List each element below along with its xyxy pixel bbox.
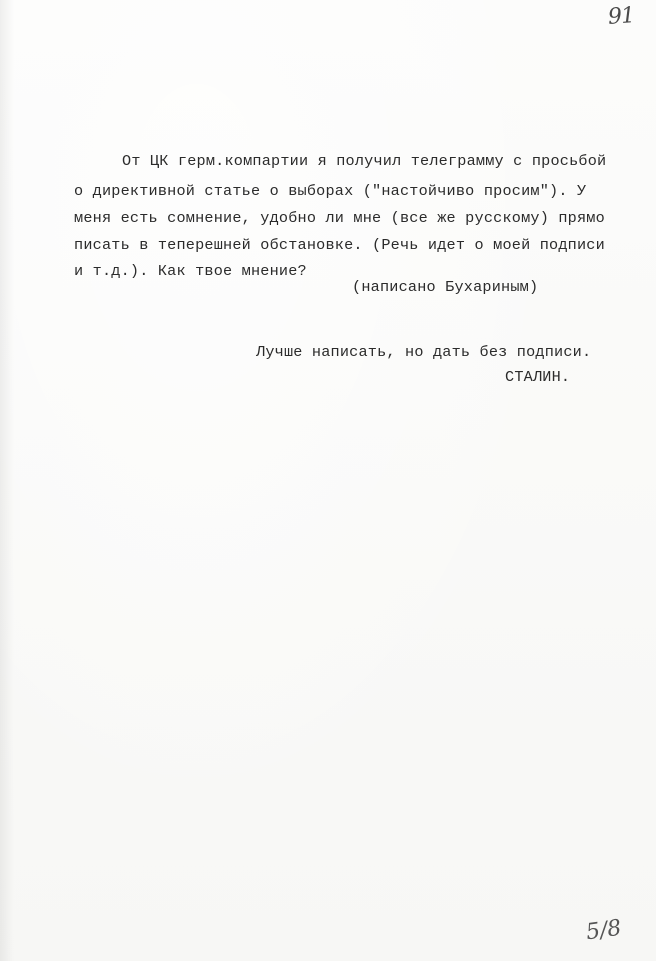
letter-line-2: о директивной статье о выборах ("настойчиво просим"). У (74, 182, 587, 200)
page-edge-shadow (0, 0, 14, 961)
letter-line-4: писать в теперешней обстановке. (Речь идет о моей подписи (74, 236, 605, 254)
letter-line-1: От ЦК герм.компартии я получил телеграмму с просьбой (122, 152, 607, 170)
archive-mark: 5/8 (584, 915, 623, 946)
letter-line-3: меня есть сомнение, удобно ли мне (все же русскому) прямо (74, 209, 605, 227)
letter-line-5: и т.д.). Как твое мнение? (74, 262, 307, 280)
attribution-note: (написано Бухариным) (352, 278, 539, 296)
page-number: 91 (607, 3, 635, 30)
signature: СТАЛИН. (505, 368, 571, 386)
reply-text: Лучше написать, но дать без подписи. (256, 343, 592, 361)
